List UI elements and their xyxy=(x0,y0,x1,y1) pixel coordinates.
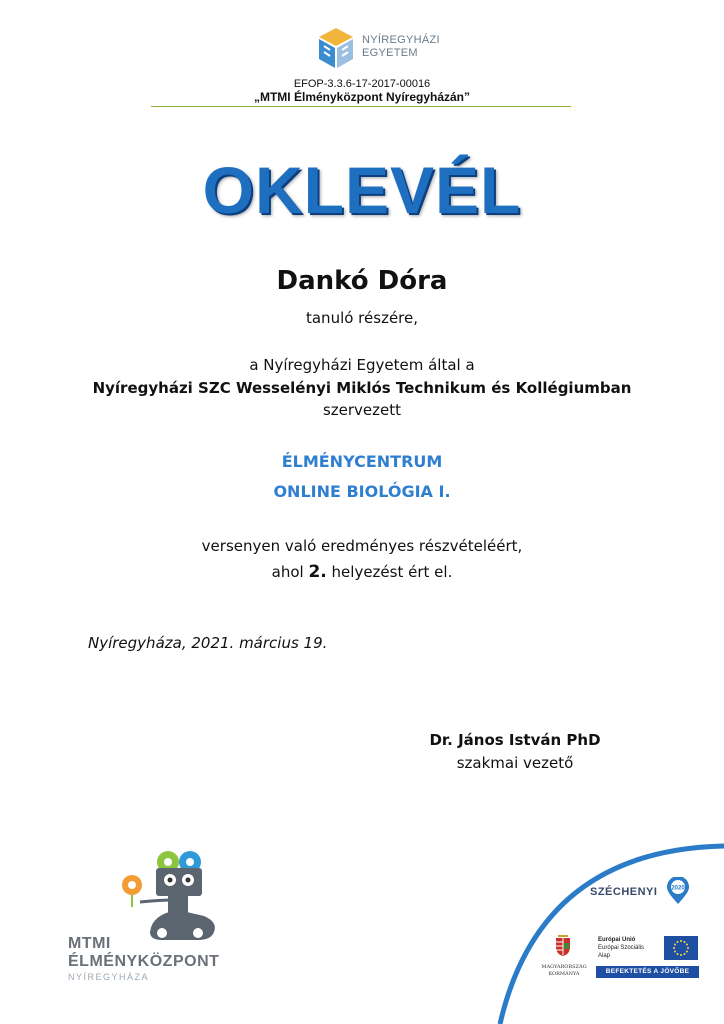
university-name-line1: NYÍREGYHÁZI xyxy=(362,34,440,46)
event-name-line-1: ÉLMÉNYCENTRUM xyxy=(281,452,443,471)
szechenyi-2020-pin-icon xyxy=(664,877,692,905)
result-line-1: versenyen való eredményes részvételéért, xyxy=(201,537,523,555)
eu-flag-icon xyxy=(664,936,698,960)
signer-title: szakmai vezető xyxy=(456,754,574,772)
mtmi-robot-logo-icon xyxy=(110,840,235,950)
project-code: EFOP-3.3.6-17-2017-00016 xyxy=(293,78,431,90)
government-line-2: KORMÁNYA xyxy=(548,971,580,977)
mtmi-line-1: MTMI xyxy=(68,935,111,952)
funding-badge-arc xyxy=(480,840,724,1024)
university-name-line2: EGYETEM xyxy=(362,47,418,59)
eu-line-2: Európai Szociális xyxy=(598,945,645,951)
szechenyi-year: 2020 xyxy=(671,885,685,892)
university-logo-icon xyxy=(315,26,357,72)
mtmi-wordmark xyxy=(68,935,219,983)
invest-in-future-banner: BEFEKTETÉS A JÖVŐBE xyxy=(596,966,699,978)
result-line-2 xyxy=(0,562,724,582)
szechenyi-label: SZÉCHENYI xyxy=(590,886,658,898)
organizer-line-2: Nyíregyházi SZC Wesselényi Miklós Technikum és Kollégiumban xyxy=(92,379,632,397)
eu-line-1: Európai Unió xyxy=(598,937,636,943)
event-name-line-2: ONLINE BIOLÓGIA I. xyxy=(273,482,451,501)
recipient-subtitle: tanuló részére, xyxy=(305,309,419,327)
government-line-1: MAGYARORSZÁG xyxy=(541,964,587,970)
header-divider xyxy=(151,106,571,107)
hungarian-coat-of-arms-icon xyxy=(553,932,573,958)
organizer-line-1: a Nyíregyházi Egyetem által a xyxy=(249,356,475,374)
government-label xyxy=(532,964,596,978)
mtmi-line-2: ÉLMÉNYKÖZPONT xyxy=(68,953,220,970)
mtmi-line-3: NYÍREGYHÁZA xyxy=(68,972,150,982)
recipient-name: Dankó Dóra xyxy=(276,266,448,296)
result-prefix: ahol xyxy=(271,563,304,581)
diploma-title: OKLEVÉL xyxy=(202,153,522,227)
project-title: „MTMI Élményközpont Nyíregyházán” xyxy=(253,90,471,104)
result-place: 2. xyxy=(308,562,327,582)
place-and-date: Nyíregyháza, 2021. március 19. xyxy=(88,634,328,652)
eu-fund-label xyxy=(598,936,644,960)
university-name xyxy=(362,34,440,60)
result-suffix: helyezést ért el. xyxy=(331,563,453,581)
organizer-line-3: szervezett xyxy=(322,401,402,419)
eu-line-3: Alap xyxy=(598,953,611,959)
signer-name: Dr. János István PhD xyxy=(429,731,601,749)
